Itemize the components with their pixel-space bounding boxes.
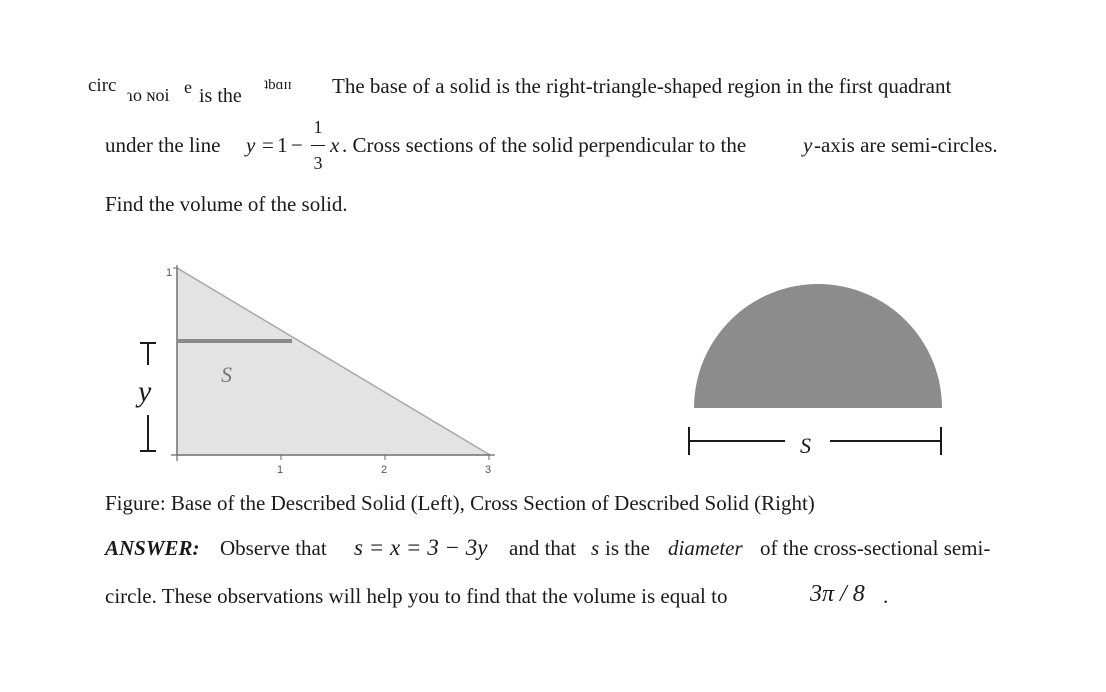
header-fragment: ʇbɑɪɪ	[264, 77, 292, 93]
equation-x: x	[330, 133, 340, 157]
problem-line-2-end: -axis are semi-circles.	[814, 133, 998, 157]
s-dimension-marker	[689, 427, 941, 455]
fraction-denominator: 3	[313, 153, 323, 173]
equation-mid: = 1 −	[262, 133, 302, 157]
answer-period: .	[883, 584, 889, 608]
y-dimension-label: y	[138, 375, 152, 408]
figure-caption: Figure: Base of the Described Solid (Left), Cross Section of Described Solid (Right)	[105, 491, 815, 515]
header-fragment: is the	[199, 85, 242, 107]
problem-line-1: The base of a solid is the right-triangle-shaped region in the first quadrant	[332, 74, 952, 98]
fraction-bar	[311, 145, 325, 146]
semicircle-figure	[680, 280, 960, 465]
y-tick-label: 1	[166, 267, 173, 279]
semicircle-shape	[694, 284, 942, 408]
answer-equation: s = x = 3 − 3y	[354, 535, 488, 560]
x-tick-label-3: 3	[485, 464, 492, 476]
answer-text-3: is the	[605, 536, 650, 560]
answer-volume: 3π / 8	[810, 581, 865, 607]
base-triangle-figure	[120, 255, 510, 480]
fraction-numerator: 1	[313, 117, 323, 137]
y-axis-variable: y	[803, 133, 813, 157]
answer-s-variable: s	[591, 536, 600, 560]
problem-line-2-middle: . Cross sections of the solid perpendicular to the	[342, 133, 747, 157]
equation-y: y	[246, 133, 256, 157]
header-fragment: e	[184, 77, 192, 97]
header-fragment: circ	[88, 75, 117, 96]
header-fragment: ɿo ɴoi	[127, 85, 170, 105]
answer-diameter: diameter	[668, 536, 743, 560]
x-tick-label-1: 1	[277, 464, 284, 476]
answer-text-1: Observe that	[220, 536, 327, 560]
slice-s-label: S	[221, 362, 232, 387]
problem-line-3: Find the volume of the solid.	[105, 192, 348, 216]
answer-text-2: and that	[509, 536, 577, 560]
answer-text-4: of the cross-sectional semi-	[760, 536, 991, 560]
problem-line-2-start: under the line	[105, 133, 221, 157]
x-tick-label-2: 2	[381, 464, 388, 476]
answer-label: ANSWER:	[105, 536, 200, 560]
answer-text-5: circle. These observations will help you to find that the volume is equal to	[105, 584, 728, 608]
diameter-s-label: S	[800, 433, 811, 458]
